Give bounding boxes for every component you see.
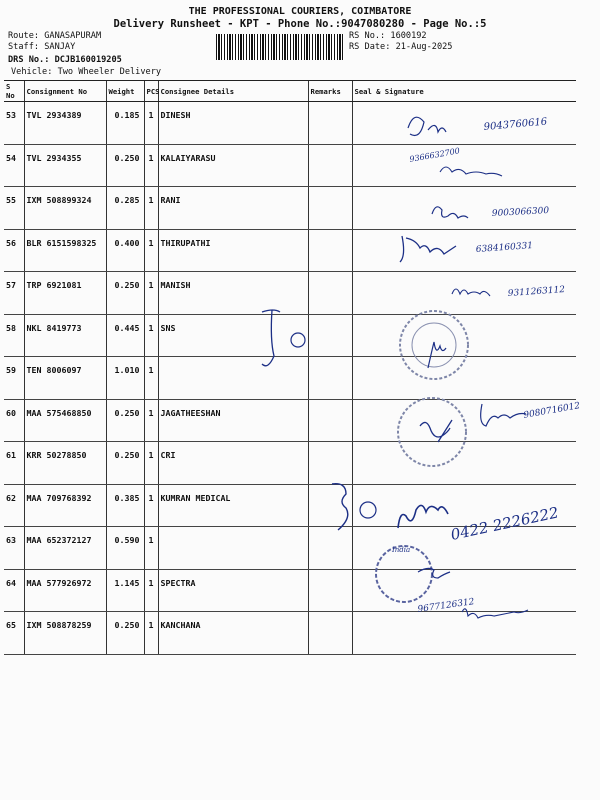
cell-sno: 57 — [4, 272, 24, 315]
cell-weight: 0.445 — [106, 314, 144, 357]
cell-signature — [352, 569, 576, 612]
cell-remarks — [308, 102, 352, 145]
cell-pcs: 1 — [144, 187, 158, 230]
cell-consignment: KRR 50278850 — [24, 442, 106, 485]
phone-kanchana: 9677126312 — [417, 597, 476, 615]
cell-pcs: 1 — [144, 314, 158, 357]
cell-signature — [352, 357, 576, 400]
runsheet-title: Delivery Runsheet - KPT - Phone No.:9047080280 - Page No.:5 — [113, 18, 487, 30]
rs-number: RS No.: 1600192 — [349, 31, 427, 41]
cell-signature — [352, 442, 576, 485]
runsheet-table — [4, 80, 576, 655]
cell-consignment: BLR 6151598325 — [24, 229, 106, 272]
cell-remarks — [308, 612, 352, 655]
cell-signature — [352, 527, 576, 570]
cell-weight: 1.145 — [106, 569, 144, 612]
cell-consignee — [158, 527, 308, 570]
cell-sno: 53 — [4, 102, 24, 145]
cell-pcs: 1 — [144, 612, 158, 655]
cell-consignment: MAA 575468850 — [24, 399, 106, 442]
cell-sno: 60 — [4, 399, 24, 442]
cell-consignee: JAGATHEESHAN — [158, 399, 308, 442]
drs-number: DRS No.: DCJB160019205 — [8, 55, 122, 65]
vehicle-label: Vehicle: Two Wheeler Delivery — [11, 67, 162, 77]
cell-weight: 1.010 — [106, 357, 144, 400]
cell-weight: 0.250 — [106, 442, 144, 485]
cell-signature — [352, 187, 576, 230]
cell-consignment: TVL 2934355 — [24, 144, 106, 187]
cell-signature — [352, 314, 576, 357]
cell-remarks — [308, 442, 352, 485]
cell-consignment: MAA 577926972 — [24, 569, 106, 612]
cell-sno: 56 — [4, 229, 24, 272]
col-header-remarks: Remarks — [308, 81, 352, 102]
cell-weight: 0.250 — [106, 612, 144, 655]
cell-sno: 54 — [4, 144, 24, 187]
route-label: Route: GANASAPURAM — [8, 31, 102, 41]
cell-remarks — [308, 484, 352, 527]
cell-sno: 62 — [4, 484, 24, 527]
cell-consignment: NKL 8419773 — [24, 314, 106, 357]
col-header-sno: S No — [4, 81, 24, 102]
cell-weight: 0.400 — [106, 229, 144, 272]
cell-weight: 0.250 — [106, 272, 144, 315]
cell-sno: 65 — [4, 612, 24, 655]
table-row — [4, 357, 576, 400]
cell-sno: 61 — [4, 442, 24, 485]
stamp-64-text: India — [392, 546, 411, 554]
cell-consignee: RANI — [158, 187, 308, 230]
cell-remarks — [308, 399, 352, 442]
phone-jagath: 9080716012 — [522, 401, 581, 421]
phone-kalai: 9366632700 — [408, 146, 461, 164]
col-header-seal-signature: Seal & Signature — [352, 81, 576, 102]
cell-consignment: TRP 6921081 — [24, 272, 106, 315]
barcode — [216, 34, 344, 60]
cell-signature — [352, 484, 576, 527]
cell-sno: 63 — [4, 527, 24, 570]
cell-pcs: 1 — [144, 484, 158, 527]
table-row — [4, 187, 576, 230]
cell-consignee: SPECTRA — [158, 569, 308, 612]
cell-sno: 58 — [4, 314, 24, 357]
cell-consignee: CRI — [158, 442, 308, 485]
cell-weight: 0.250 — [106, 144, 144, 187]
cell-consignment: TEN 8006097 — [24, 357, 106, 400]
col-header-pcs: PCS — [144, 81, 158, 102]
phone-thiru: 6384160331 — [475, 241, 534, 255]
phone-rani: 9003066300 — [491, 206, 550, 219]
cell-signature — [352, 612, 576, 655]
cell-consignee — [158, 357, 308, 400]
cell-consignment: IXM 508878259 — [24, 612, 106, 655]
cell-weight: 0.185 — [106, 102, 144, 145]
cell-pcs: 1 — [144, 527, 158, 570]
table-header-row — [4, 81, 576, 102]
table-row — [4, 484, 576, 527]
table-row — [4, 569, 576, 612]
cell-signature — [352, 144, 576, 187]
col-header-weight: Weight — [106, 81, 144, 102]
table-row — [4, 527, 576, 570]
cell-consignee: MANISH — [158, 272, 308, 315]
cell-remarks — [308, 144, 352, 187]
cell-weight: 0.285 — [106, 187, 144, 230]
cell-signature — [352, 399, 576, 442]
company-title: THE PROFESSIONAL COURIERS, COIMBATORE — [188, 6, 412, 17]
cell-signature — [352, 102, 576, 145]
table-row — [4, 612, 576, 655]
cell-consignee: KALAIYARASU — [158, 144, 308, 187]
cell-consignee: THIRUPATHI — [158, 229, 308, 272]
cell-remarks — [308, 314, 352, 357]
cell-pcs: 1 — [144, 399, 158, 442]
cell-weight: 0.590 — [106, 527, 144, 570]
table-row — [4, 442, 576, 485]
table-row — [4, 314, 576, 357]
cell-remarks — [308, 229, 352, 272]
cell-pcs: 1 — [144, 569, 158, 612]
cell-remarks — [308, 569, 352, 612]
cell-consignment: TVL 2934389 — [24, 102, 106, 145]
cell-pcs: 1 — [144, 272, 158, 315]
table-row — [4, 399, 576, 442]
table-row — [4, 144, 576, 187]
phone-manish: 9311263112 — [507, 285, 566, 299]
cell-consignment: IXM 508899324 — [24, 187, 106, 230]
table-row — [4, 272, 576, 315]
cell-pcs: 1 — [144, 102, 158, 145]
cell-pcs: 1 — [144, 144, 158, 187]
cell-pcs: 1 — [144, 442, 158, 485]
cell-consignee: KANCHANA — [158, 612, 308, 655]
cell-weight: 0.385 — [106, 484, 144, 527]
col-header-consignment: Consignment No — [24, 81, 106, 102]
cell-sno: 64 — [4, 569, 24, 612]
cell-consignee: KUMRAN MEDICAL — [158, 484, 308, 527]
cell-consignee: SNS — [158, 314, 308, 357]
staff-label: Staff: SANJAY — [8, 42, 76, 52]
cell-signature — [352, 229, 576, 272]
cell-pcs: 1 — [144, 357, 158, 400]
cell-weight: 0.250 — [106, 399, 144, 442]
table-row — [4, 229, 576, 272]
cell-remarks — [308, 527, 352, 570]
cell-pcs: 1 — [144, 229, 158, 272]
rs-date: RS Date: 21-Aug-2025 — [349, 42, 453, 52]
cell-remarks — [308, 272, 352, 315]
cell-consignment: MAA 652372127 — [24, 527, 106, 570]
phone-dinesh: 9043760616 — [483, 116, 548, 133]
cell-remarks — [308, 357, 352, 400]
cell-sno: 59 — [4, 357, 24, 400]
cell-signature — [352, 272, 576, 315]
phone-63: 0422 2226222 — [449, 503, 561, 544]
cell-consignee: DINESH — [158, 102, 308, 145]
cell-consignment: MAA 709768392 — [24, 484, 106, 527]
table-row — [4, 102, 576, 145]
cell-remarks — [308, 187, 352, 230]
cell-sno: 55 — [4, 187, 24, 230]
col-header-consignee: Consignee Details — [158, 81, 308, 102]
